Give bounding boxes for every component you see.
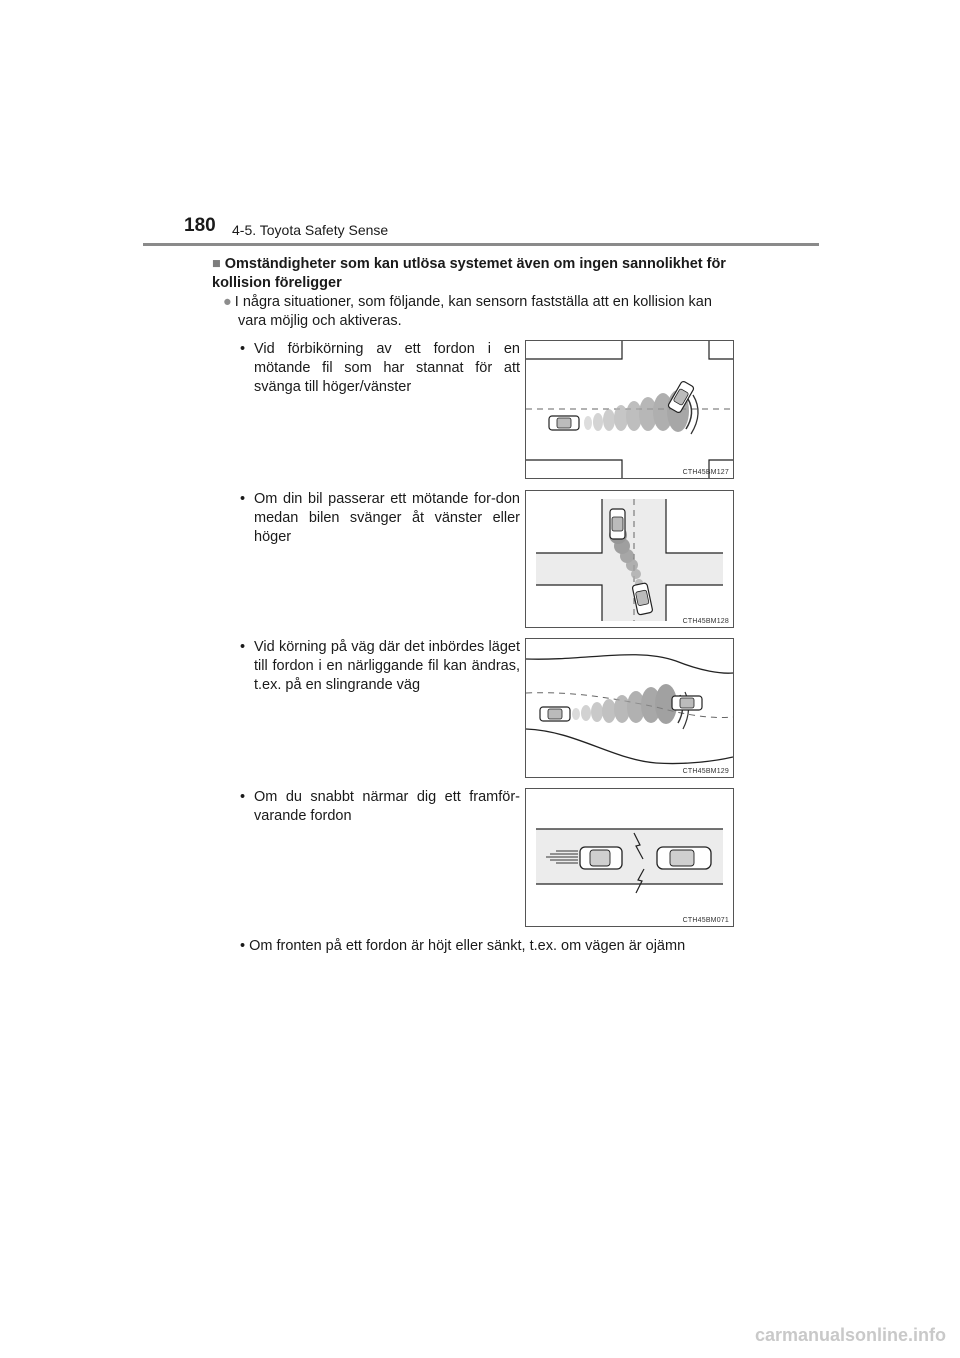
- list-item: [240, 340, 520, 397]
- list-item: [240, 788, 520, 826]
- list-item: [240, 937, 760, 956]
- figure-passing-while-turning: [525, 490, 734, 628]
- figure-winding-road: [525, 638, 734, 778]
- figure-code: CTH45BM127: [682, 469, 729, 476]
- square-bullet-icon: ■: [212, 256, 221, 272]
- list-item-text: Om du snabbt närmar dig ett framför-varande fordon: [254, 789, 520, 824]
- section-title: 4-5. Toyota Safety Sense: [232, 222, 389, 238]
- list-item: [240, 490, 520, 547]
- illustration-winding-road: [526, 639, 733, 777]
- bullet-icon: •: [240, 789, 246, 805]
- list-item: [240, 638, 520, 695]
- figure-code: CTH45BM128: [682, 618, 729, 625]
- illustration-crossroads: [526, 491, 733, 627]
- list-item-text: Om din bil passerar ett mötande for-don medan bilen svänger åt vänster eller höger: [254, 491, 520, 545]
- page-number: 180: [184, 215, 216, 236]
- watermark: carmanualsonline.info: [754, 1325, 946, 1345]
- subject-car: [540, 707, 570, 721]
- intro-line-1: I några situationer, som följande, kan sensorn fastställa att en kollision kan: [234, 294, 712, 310]
- adjacent-car: [672, 696, 702, 710]
- illustration-rapid-approach: [526, 789, 733, 926]
- heading-text: Omständigheter som kan utlösa systemet även om ingen sannolikhet för kollision föreligger: [212, 256, 726, 291]
- circle-bullet-icon: ●: [223, 294, 232, 310]
- figure-rapid-approach: [525, 788, 734, 927]
- figure-oncoming-turning-vehicle: [525, 340, 734, 479]
- bullet-icon: •: [240, 341, 246, 357]
- bullet-icon: •: [240, 491, 246, 507]
- figure-code: CTH45BM071: [682, 917, 729, 924]
- subject-car: [580, 847, 622, 869]
- intro-paragraph: [223, 293, 751, 331]
- list-item-text: Om fronten på ett fordon är höjt eller sänkt, t.ex. om vägen är ojämn: [249, 938, 686, 954]
- list-item-text: Vid förbikörning av ett fordon i en mötande fil som har stannat för att svänga till höger/vänster: [254, 341, 520, 395]
- intro-line-2: vara möjlig och aktiveras.: [238, 313, 402, 329]
- section-heading: [212, 255, 752, 293]
- bullet-icon: •: [240, 938, 246, 954]
- illustration-intersection-turning: [526, 341, 733, 478]
- bullet-icon: •: [240, 639, 246, 655]
- subject-car: [549, 416, 579, 430]
- oncoming-car: [610, 509, 625, 539]
- figure-code: CTH45BM129: [682, 768, 729, 775]
- preceding-car: [657, 847, 711, 869]
- header-divider: [143, 243, 819, 246]
- list-item-text: Vid körning på väg där det inbördes läget till fordon i en närliggande fil kan ändras, t.ex. på en slingrande väg: [254, 639, 520, 693]
